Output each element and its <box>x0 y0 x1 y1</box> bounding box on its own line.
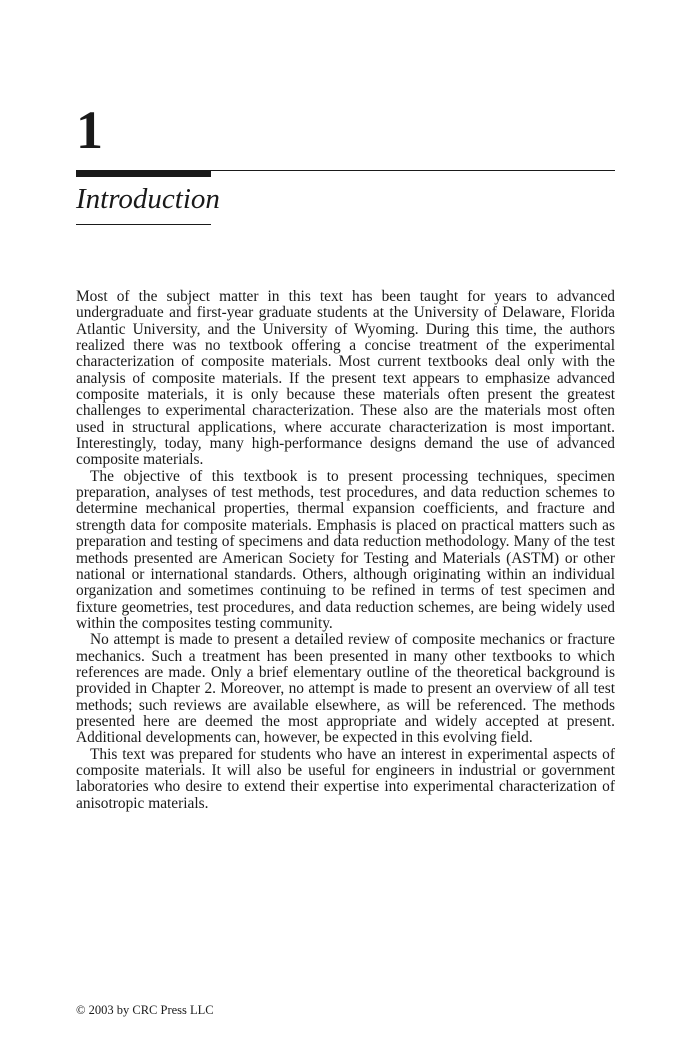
paragraph-3: No attempt is made to present a detailed review of composite mechanics or fracture mechanics. Such a treatment has been presented in many other textbooks to which references are made. Only a brief elementary outline of the theoretical background is provided in Chapter 2. Moreover, no attempt is made to present an overview of all test methods; such reviews are available elsewhere, as will be referenced. The methods presented here are deemed the most appropriate and widely accepted at present. Additional developments can, however, be expected in this evolving field. <box>76 631 615 747</box>
chapter-rule-accent <box>76 170 211 177</box>
chapter-title: Introduction <box>76 183 220 215</box>
paragraph-4: This text was prepared for students who have an interest in experimental aspects of composite materials. It will also be useful for engineers in industrial or government laboratories who desire to extend their expertise into experimental characterization of anisotropic materials. <box>76 745 615 812</box>
title-underline <box>76 224 211 225</box>
copyright-footer: © 2003 by CRC Press LLC <box>76 1003 214 1017</box>
paragraph-2: The objective of this textbook is to present processing techniques, specimen preparation, analyses of test methods, test procedures, and data reduction schemes to determine mechanical properties, thermal expansion coefficients, and fracture and strength data for composite materials. Emphasis is placed on practical matters such as preparation and testing of specimens and data reduction methodology. Many of the test methods presented are American Society for Testing and Materials (ASTM) or other national or international standards. Others, although originating within an individual organization and sometimes continuing to be refined in terms of test specimen and fixture geometries, test procedures, and data reduction schemes, are being widely used within the composites testing community. <box>76 467 615 632</box>
chapter-body <box>76 289 615 812</box>
paragraph-1: Most of the subject matter in this text has been taught for years to advanced undergraduate and first-year graduate students at the University of Delaware, Florida Atlantic University, and the University of Wyoming. During this time, the authors realized there was no textbook offering a concise treatment of the experimental characterization of composite materials. Most current textbooks deal only with the analysis of composite materials. If the present text appears to emphasize advanced composite materials, it is only because these materials often present the greatest challenges to experimental characterization. These also are the materials most often used in structural applications, where accurate characterization is most important. Interestingly, today, many high-performance designs demand the use of advanced composite materials. <box>76 288 615 469</box>
chapter-number: 1 <box>76 100 103 160</box>
